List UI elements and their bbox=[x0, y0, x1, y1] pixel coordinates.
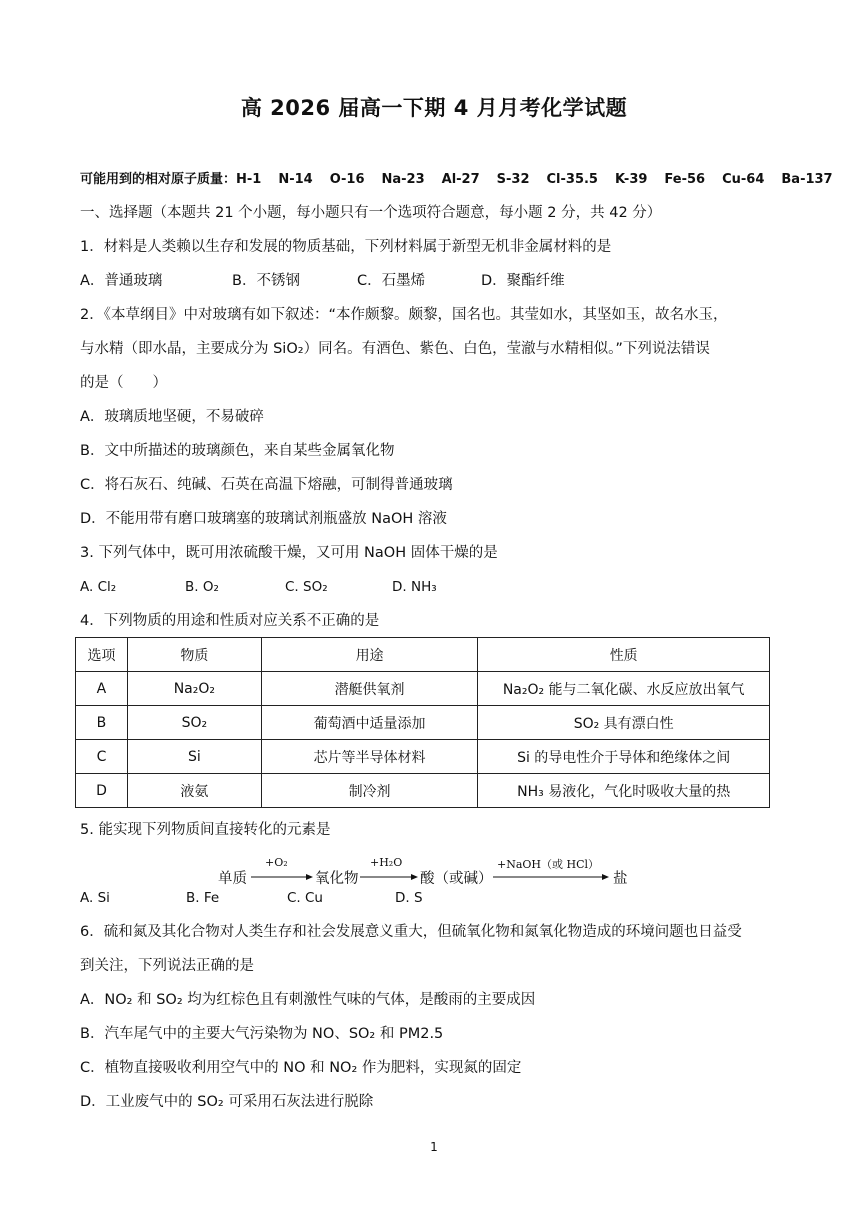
header-cell: 性质 bbox=[478, 638, 770, 672]
table-cell: 葡萄酒中适量添加 bbox=[261, 706, 478, 740]
table-cell: SO₂ bbox=[127, 706, 261, 740]
table-row bbox=[76, 672, 770, 706]
q2-option-c: C．将石灰石、纯碱、石英在高温下熔融，可制得普通玻璃 bbox=[80, 477, 453, 493]
section-heading: 一、选择题（本题共 21 个小题，每小题只有一个选项符合题意，每小题 2 分，共 42 分） bbox=[80, 205, 662, 221]
table-cell: D bbox=[76, 774, 128, 808]
page-number: 1 bbox=[430, 1140, 438, 1154]
conversion-chain bbox=[218, 858, 638, 888]
q3-option-d: D. NH₃ bbox=[392, 579, 437, 595]
chain-word: 酸（或碱） bbox=[420, 871, 493, 887]
q6-stem-line1: 6．硫和氮及其化合物对人类生存和社会发展意义重大，但硫氧化物和氮氧化物造成的环境问题也日益受 bbox=[80, 924, 742, 940]
atomic-mass-item: Ba-137 bbox=[781, 172, 833, 187]
table-cell: 芯片等半导体材料 bbox=[261, 740, 478, 774]
q6-stem-line2: 到关注，下列说法正确的是 bbox=[80, 958, 254, 974]
q2-stem-line2: 与水精（即水晶，主要成分为 SiO₂）同名。有酒色、紫色、白色，莹澈与水精相似。”下列说法错误 bbox=[80, 341, 710, 357]
atomic-mass-item: Na-23 bbox=[381, 172, 425, 187]
q3-stem: 3. 下列气体中，既可用浓硫酸干燥，又可用 NaOH 固体干燥的是 bbox=[80, 545, 498, 561]
table-cell: 潜艇供氧剂 bbox=[261, 672, 478, 706]
atomic-mass-item: Fe-56 bbox=[664, 172, 706, 187]
table-cell: B bbox=[76, 706, 128, 740]
q2-option-a: A．玻璃质地坚硬，不易破碎 bbox=[80, 409, 264, 425]
q3-option-b: B. O₂ bbox=[185, 579, 219, 595]
atomic-mass-item: Al-27 bbox=[441, 172, 480, 187]
chain-word: 盐 bbox=[613, 871, 628, 887]
atomic-mass-item: Cl-35.5 bbox=[546, 172, 598, 187]
chain-word: 氧化物 bbox=[315, 871, 359, 887]
atomic-mass-item: H-1 bbox=[236, 172, 262, 187]
atomic-mass-item: S-32 bbox=[496, 172, 530, 187]
table-cell: 制冷剂 bbox=[261, 774, 478, 808]
atomic-mass-item: O-16 bbox=[329, 172, 365, 187]
q2-option-d: D．不能用带有磨口玻璃塞的玻璃试剂瓶盛放 NaOH 溶液 bbox=[80, 511, 447, 527]
atomic-mass-item: N-14 bbox=[278, 172, 313, 187]
page-title: 高 2026 届高一下期 4 月月考化学试题 bbox=[240, 96, 628, 120]
q3-option-a: A. Cl₂ bbox=[80, 579, 117, 595]
atomic-masses-line bbox=[80, 170, 833, 190]
table-row bbox=[76, 706, 770, 740]
q5-option-a: A. Si bbox=[80, 890, 110, 906]
q6-option-c: C．植物直接吸收利用空气中的 NO 和 NO₂ 作为肥料，实现氮的固定 bbox=[80, 1060, 522, 1076]
q1-option-a: A．普通玻璃 bbox=[80, 273, 163, 289]
q2-stem-line1: 2．《本草纲目》中对玻璃有如下叙述：“本作颇黎。颇黎，国名也。其莹如水，其坚如玉，故名水玉， bbox=[80, 307, 728, 323]
q1-stem: 1．材料是人类赖以生存和发展的物质基础，下列材料属于新型无机非金属材料的是 bbox=[80, 239, 612, 255]
q5-option-b: B. Fe bbox=[186, 890, 220, 906]
atomic-masses-label: 可能用到的相对原子质量： bbox=[80, 172, 237, 187]
q5-option-c: C. Cu bbox=[287, 890, 323, 906]
table-cell: NH₃ 易液化，气化时吸收大量的热 bbox=[478, 774, 770, 808]
table-cell: SO₂ 具有漂白性 bbox=[478, 706, 770, 740]
header-cell: 物质 bbox=[127, 638, 261, 672]
q5-stem: 5. 能实现下列物质间直接转化的元素是 bbox=[80, 822, 331, 838]
chain-word: 单质 bbox=[218, 871, 247, 887]
atomic-mass-item: K-39 bbox=[614, 172, 648, 187]
table-cell: 液氨 bbox=[127, 774, 261, 808]
table-cell: C bbox=[76, 740, 128, 774]
q4-stem: 4．下列物质的用途和性质对应关系不正确的是 bbox=[80, 613, 380, 629]
table-cell: Na₂O₂ 能与二氧化碳、水反应放出氧气 bbox=[478, 672, 770, 706]
q1-option-b: B．不锈钢 bbox=[232, 273, 300, 289]
q1-option-c: C．石墨烯 bbox=[357, 273, 426, 289]
q6-option-a: A．NO₂ 和 SO₂ 均为红棕色且有刺激性气味的气体，是酸雨的主要成因 bbox=[80, 992, 536, 1008]
q6-option-d: D．工业废气中的 SO₂ 可采用石灰法进行脱除 bbox=[80, 1094, 374, 1110]
header-cell: 用途 bbox=[261, 638, 478, 672]
q1-option-d: D．聚酯纤维 bbox=[481, 273, 565, 289]
table-row bbox=[76, 774, 770, 808]
q2-stem-line3: 的是（ ） bbox=[80, 375, 167, 391]
q5-option-d: D. S bbox=[395, 890, 423, 906]
q4-table bbox=[75, 637, 770, 808]
chain-arrow-label: +NaOH（或 HCl） bbox=[497, 858, 600, 871]
table-row bbox=[76, 740, 770, 774]
table-cell: A bbox=[76, 672, 128, 706]
q6-option-b: B．汽车尾气中的主要大气污染物为 NO、SO₂ 和 PM2.5 bbox=[80, 1026, 444, 1042]
q2-option-b: B．文中所描述的玻璃颜色，来自某些金属氧化物 bbox=[80, 443, 395, 459]
q3-option-c: C. SO₂ bbox=[285, 579, 328, 595]
chain-arrow-label: +H₂O bbox=[370, 856, 403, 869]
header-cell: 选项 bbox=[76, 638, 128, 672]
atomic-mass-item: Cu-64 bbox=[722, 172, 765, 187]
table-header-row bbox=[76, 638, 770, 672]
table-cell: Na₂O₂ bbox=[127, 672, 261, 706]
chain-arrow-label: +O₂ bbox=[265, 856, 288, 869]
table-cell: Si bbox=[127, 740, 261, 774]
table-cell: Si 的导电性介于导体和绝缘体之间 bbox=[478, 740, 770, 774]
